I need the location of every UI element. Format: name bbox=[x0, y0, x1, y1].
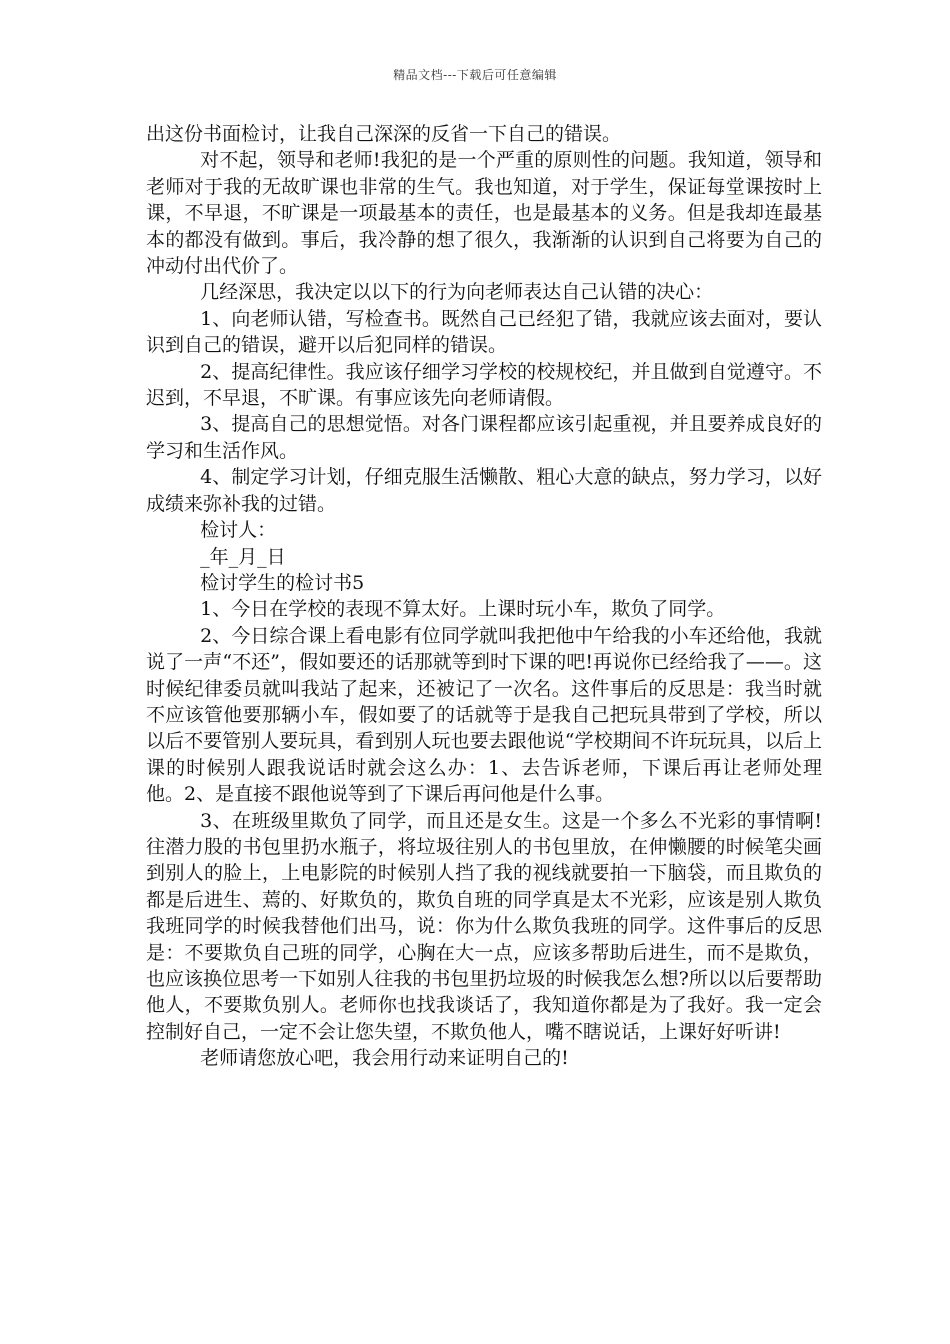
date-line: _年_月_日 bbox=[200, 545, 286, 568]
paragraph-closing: 老师请您放心吧，我会用行动来证明自己的! bbox=[200, 1047, 569, 1070]
paragraph-item-2: 2、提高纪律性。我应该仔细学习学校的校规校纪，并且做到自觉遵守。不迟到，不早退，不旷课。有事应该先向老师请假。 bbox=[146, 360, 822, 410]
paragraph-event-1: 1、今日在学校的表现不算太好。上课时玩小车，欺负了同学。 bbox=[200, 598, 726, 621]
section-title: 检讨学生的检讨书5 bbox=[200, 571, 365, 594]
paragraph-resolution-intro: 几经深思，我决定以以下的行为向老师表达自己认错的决心： bbox=[200, 281, 714, 304]
signature-label: 检讨人： bbox=[200, 519, 277, 542]
paragraph-item-3: 3、提高自己的思想觉悟。对各门课程都应该引起重视，并且要养成良好的学习和生活作风。 bbox=[146, 413, 822, 462]
paragraph-event-3: 3、在班级里欺负了同学，而且还是女生。这是一个多么不光彩的事情啊!往潜力股的书包里扔水瓶子，将垃圾往别人的书包里放，在伸懒腰的时候笔尖画到别人的脸上，上电影院的时候别人挡了我的视线就要拍一下脑袋，而且欺负的都是后进生、蔫的、好欺负的，欺负自班的同学真是太不光彩，应该是别人欺负我班同学的时候我替他们出马，说：你为什么欺负我班的同学。这件事后的反思是：不要欺负自己班的同学，心胸在大一点，应该多帮助后进生，而不是欺负，也应该换位思考一下如别人往我的书包里扔垃圾的时候我怎么想?所以以后要帮助他人，不要欺负别人。老师你也找我谈话了，我知道你都是为了我好。我一定会控制好自己，一定不会让您失望，不欺负他人，嘴不瞎说话，上课好好听讲! bbox=[146, 809, 822, 1043]
paragraph-apology: 对不起，领导和老师!我犯的是一个严重的原则性的问题。我知道，领导和老师对于我的无故旷课也非常的生气。我也知道，对于学生，保证每堂课按时上课，不早退，不旷课是一项最基本的责任，也是最基本的义务。但是我却连最基本的都没有做到。事后，我冷静的想了很久，我渐渐的认识到自己将要为自己的冲动付出代价了。 bbox=[146, 149, 822, 278]
paragraph-event-2: 2、今日综合课上看电影有位同学就叫我把他中午给我的小车还给他，我就说了一声“不还”，假如要还的话那就等到时下课的吧!再说你已经给我了——。这时候纪律委员就叫我站了起来，还被记了一次名。这件事后的反思是：我当时就不应该管他要那辆小车，假如要了的话就等于是我自己把玩具带到了学校，所以以后不要管别人要玩具，看到别人玩也要去跟他说“学校期间不许玩玩具，以后上课的时候别人跟我说话时就会这么办：1、去告诉老师，下课后再让老师处理他。2、是直接不跟他说等到了下课后再问他是什么事。 bbox=[146, 624, 822, 806]
page-header: 精品文档---下载后可任意编辑 bbox=[393, 68, 557, 82]
paragraph-item-1: 1、向老师认错，写检查书。既然自己已经犯了错，我就应该去面对，要认识到自己的错误，避开以后犯同样的错误。 bbox=[146, 307, 822, 357]
paragraph-continuation: 出这份书面检讨，让我自己深深的反省一下自己的错误。 bbox=[146, 123, 622, 145]
document-body bbox=[146, 121, 822, 1072]
paragraph-item-4: 4、制定学习计划，仔细克服生活懒散、粗心大意的缺点，努力学习，以好成绩来弥补我的过错。 bbox=[146, 466, 822, 515]
